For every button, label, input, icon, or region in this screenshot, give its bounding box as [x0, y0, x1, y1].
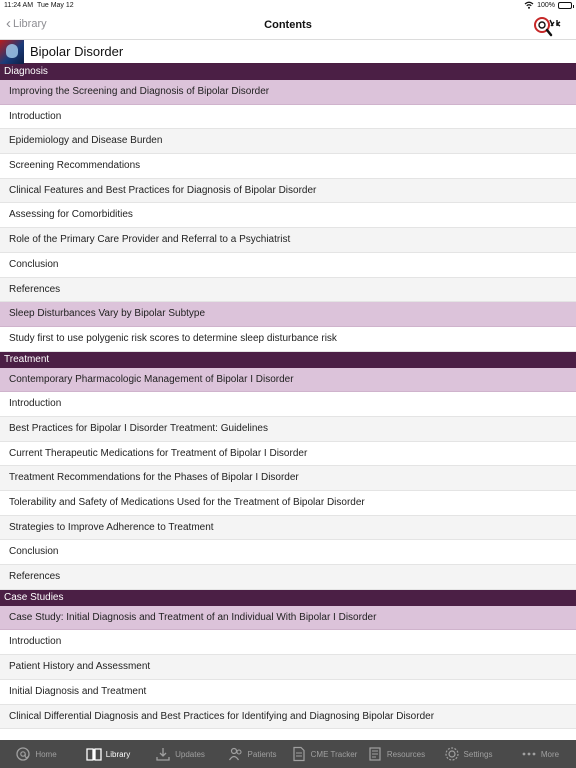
status-right	[524, 1, 572, 9]
tab-label: Updates	[175, 749, 205, 759]
book-title: Bipolar Disorder	[30, 44, 124, 59]
home-icon	[15, 746, 31, 762]
battery-percent: 100%	[537, 1, 555, 9]
wifi-icon	[524, 1, 534, 9]
page-title: Contents	[264, 19, 312, 31]
toc-item-row[interactable]: Introduction	[0, 392, 576, 417]
tab-updates[interactable]	[144, 740, 216, 768]
updates-icon	[155, 746, 171, 762]
tab-label: Settings	[463, 749, 493, 759]
status-time-text: 11:24 AM	[4, 2, 34, 9]
toc-item-row[interactable]: Treatment Recommendations for the Phases of Bipolar I Disorder	[0, 466, 576, 491]
tab-label: Library	[105, 749, 131, 759]
toc-item-row[interactable]: Initial Diagnosis and Treatment	[0, 680, 576, 705]
toc-item-row[interactable]: References	[0, 278, 576, 303]
toc-item-row[interactable]: Introduction	[0, 105, 576, 130]
toc-item-row[interactable]: Patient History and Assessment	[0, 655, 576, 680]
toc-item-row[interactable]: Current Therapeutic Medications for Treatment of Bipolar I Disorder	[0, 442, 576, 467]
tab-home[interactable]	[0, 740, 72, 768]
ask-search-button[interactable]	[532, 14, 566, 38]
more-icon	[521, 746, 537, 762]
section-header: Treatment	[0, 352, 576, 368]
nav-bar	[0, 12, 576, 40]
tab-settings[interactable]	[432, 740, 504, 768]
section-header: Case Studies	[0, 590, 576, 606]
back-button-label: Library	[13, 18, 47, 30]
toc-article-row[interactable]: Sleep Disturbances Vary by Bipolar Subtype	[0, 302, 576, 327]
chevron-left-icon: ‹	[6, 15, 11, 32]
section-header: Diagnosis	[0, 64, 576, 80]
toc-item-row[interactable]: Best Practices for Bipolar I Disorder Treatment: Guidelines	[0, 417, 576, 442]
tab-label: More	[540, 749, 560, 759]
toc-item-row[interactable]: Clinical Differential Diagnosis and Best Practices for Identifying and Diagnosing Bipolar Disorder	[0, 705, 576, 730]
toc-item-row[interactable]: Conclusion	[0, 253, 576, 278]
toc-item-row[interactable]: Clinical Features and Best Practices for Diagnosis of Bipolar Disorder	[0, 179, 576, 204]
cme-tracker-icon	[291, 746, 307, 762]
status-bar	[0, 0, 576, 12]
toc-item-row[interactable]: Study first to use polygenic risk scores to determine sleep disturbance risk	[0, 327, 576, 352]
status-date-text: Tue May 12	[36, 2, 74, 9]
tab-label: Home	[35, 749, 57, 759]
tab-library[interactable]	[72, 740, 144, 768]
resources-icon	[367, 746, 383, 762]
toc-item-row[interactable]: Tolerability and Safety of Medications Used for the Treatment of Bipolar Disorder	[0, 491, 576, 516]
book-cover-thumbnail	[0, 40, 24, 64]
tab-more[interactable]	[504, 740, 576, 768]
book-header	[0, 40, 576, 64]
settings-icon	[444, 746, 460, 762]
toc-item-row[interactable]: Conclusion	[0, 540, 576, 565]
patients-icon	[228, 746, 244, 762]
toc-item-row[interactable]: Introduction	[0, 630, 576, 655]
toc-article-row[interactable]: Case Study: Initial Diagnosis and Treatment of an Individual With Bipolar I Disorder	[0, 606, 576, 631]
tab-label: Resources	[386, 749, 426, 759]
toc-item-row[interactable]: Strategies to Improve Adherence to Treatment	[0, 516, 576, 541]
toc-item-row[interactable]: Assessing for Comorbidities	[0, 203, 576, 228]
tab-cme-tracker[interactable]	[288, 740, 360, 768]
toc-article-row[interactable]: Contemporary Pharmacologic Management of Bipolar I Disorder	[0, 368, 576, 393]
battery-icon	[558, 2, 572, 9]
tab-label: Patients	[247, 749, 277, 759]
toc-article-row[interactable]: Improving the Screening and Diagnosis of Bipolar Disorder	[0, 80, 576, 105]
library-icon	[86, 746, 102, 762]
toc-item-row[interactable]: Epidemiology and Disease Burden	[0, 129, 576, 154]
table-of-contents	[0, 64, 576, 740]
toc-item-row[interactable]: References	[0, 565, 576, 590]
toc-item-row[interactable]: Screening Recommendations	[0, 154, 576, 179]
toc-item-row[interactable]: Role of the Primary Care Provider and Referral to a Psychiatrist	[0, 228, 576, 253]
tab-patients[interactable]	[216, 740, 288, 768]
status-time	[4, 2, 74, 9]
tab-label: CME Tracker	[310, 749, 358, 759]
ask-logo-icon	[532, 14, 566, 38]
tab-resources[interactable]	[360, 740, 432, 768]
tab-bar	[0, 740, 576, 768]
